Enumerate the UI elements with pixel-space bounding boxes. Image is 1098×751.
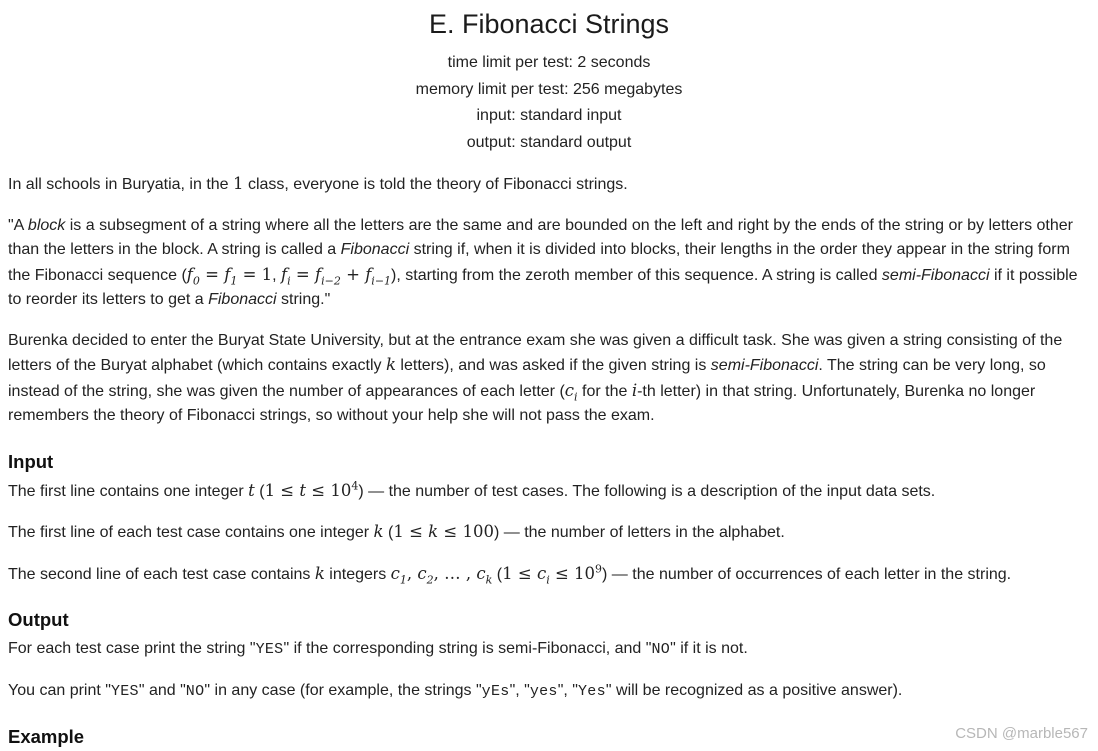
input-paragraph-2: The first line of each test case contains one integer k (1 ≤ k ≤ 100) — the number of letters in the alphabet. [8, 522, 785, 541]
problem-statement [0, 172, 1098, 748]
problem-header [0, 0, 1098, 156]
output-heading: Output [8, 609, 69, 630]
input-spec: input: standard input [476, 107, 622, 124]
input-heading: Input [8, 450, 54, 472]
watermark: CSDN @marble567 [955, 725, 1088, 742]
statement-paragraph-3: Burenka decided to enter the Buryat State University, but at the entrance exam she was given a difficult task. She was given a string consisting of the letters of the Buryat alphabet (which contains exactly k letters), and was asked if the given string is semi-Fibonacci. The string can be very long, so instead of the string, she was given the number of appearances of each letter ($c_i$ for the i-th letter) in that string. Unfortunately, Burenka no longer remembers the theory of Fibonacci strings, so without your help she will not pass the exam. [8, 331, 1063, 424]
problem-limits [0, 50, 1098, 156]
memory-limit: memory limit per test: 256 megabytes [415, 80, 683, 98]
statement-paragraph-2: "A block is a subsegment of a string where all the letters are the same and are bounded on the left and right by the ends of the string or by letters other than the letters in the block. A string is called a Fibonacci string if, when it is divided into blocks, their lengths in the order they appear in the string form the Fibonacci sequence ($f_0 = f_1 = 1$, $f_i = f_{i-2} + f_{i-1}$), starting from the zeroth member of this sequence. A string is called semi-Fibonacci if it possible to reorder its letters to get a Fibonacci string." [8, 216, 1078, 308]
example-heading: Example [8, 726, 85, 747]
problem-title: E. Fibonacci Strings [428, 9, 670, 39]
statement-paragraph-1: In all schools in Buryatia, in the 1 class, everyone is told the theory of Fibonacci strings. [8, 174, 628, 193]
output-spec: output: standard output [466, 133, 632, 151]
output-paragraph-1: For each test case print the string "YES" if the corresponding string is semi-Fibonacci, and "NO" if it is not. [8, 640, 748, 658]
input-paragraph-1: The first line contains one integer t $(1 \le t \le 10^4)$ — the number of test cases. The following is a description of the input data sets. [8, 479, 936, 500]
time-limit: time limit per test: 2 seconds [447, 54, 651, 71]
output-paragraph-2: You can print "YES" and "NO" in any case (for example, the strings "yEs", "yes", "Yes" will be recognized as a positive answer). [8, 681, 903, 700]
input-paragraph-3: The second line of each test case contains k integers $c_1$, $c_2$, … , $c_k$ $(1 \le c_i \le 10^9)$ — the number of occurrences of each letter in the string. [8, 562, 1012, 586]
